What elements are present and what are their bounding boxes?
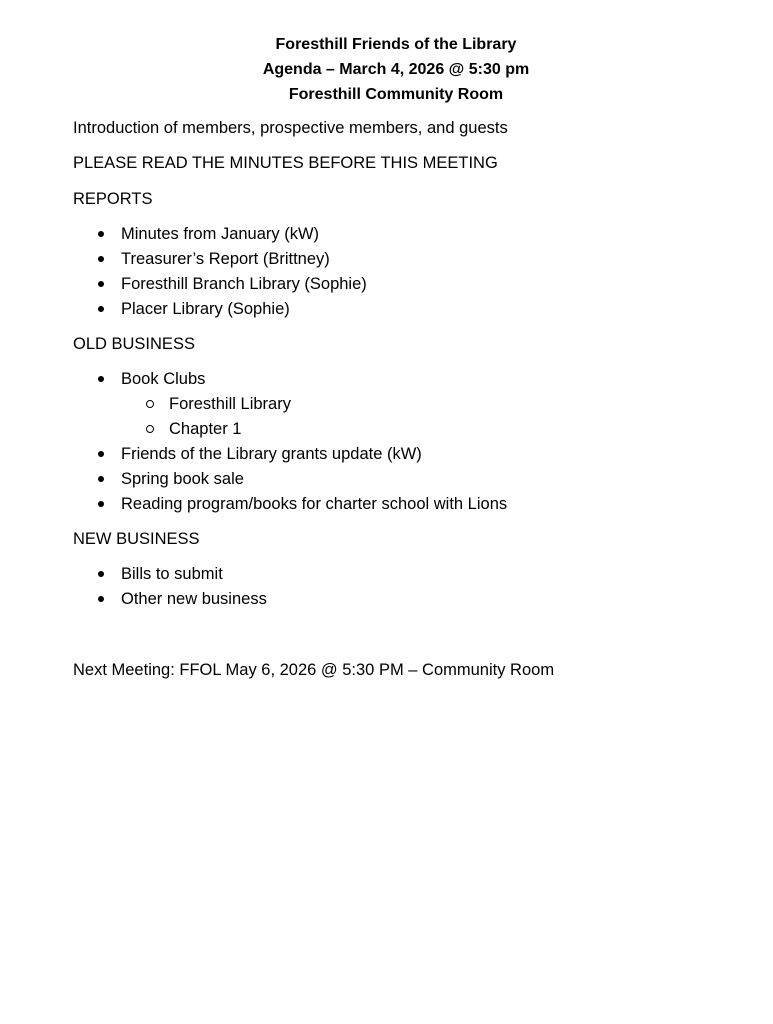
list-item: Foresthill Branch Library (Sophie) — [96, 274, 367, 299]
reports-list — [96, 224, 367, 324]
list-item: Treasurer’s Report (Brittney) — [96, 249, 367, 274]
bullet-icon — [98, 256, 104, 262]
old-business-list — [96, 369, 507, 519]
bullet-icon — [98, 281, 104, 287]
bullet-icon — [98, 476, 104, 482]
list-item: Reading program/books for charter school with Lions — [96, 494, 507, 519]
meeting-location-title: Foresthill Community Room — [288, 86, 504, 103]
sub-bullet-icon — [146, 400, 154, 408]
list-item: Minutes from January (kW) — [96, 224, 367, 249]
sub-bullet-icon — [146, 425, 154, 433]
reports-heading: REPORTS — [73, 190, 153, 208]
next-meeting-line: Next Meeting: FFOL May 6, 2026 @ 5:30 PM – Community Room — [73, 661, 555, 679]
minutes-notice: PLEASE READ THE MINUTES BEFORE THIS MEETING — [73, 154, 498, 172]
bullet-icon — [98, 571, 104, 577]
bullet-icon — [98, 376, 104, 382]
list-item: Friends of the Library grants update (kW) — [96, 444, 507, 469]
bullet-icon — [98, 231, 104, 237]
organization-title: Foresthill Friends of the Library — [275, 36, 517, 53]
sub-list-item: Chapter 1 — [96, 419, 507, 444]
bullet-icon — [98, 451, 104, 457]
intro-line: Introduction of members, prospective members, and guests — [73, 119, 508, 137]
list-item: Book Clubs — [96, 369, 507, 394]
agenda-header — [0, 32, 773, 107]
bullet-icon — [98, 306, 104, 312]
new-business-heading: NEW BUSINESS — [73, 530, 200, 548]
agenda-date-title: Agenda – March 4, 2026 @ 5:30 pm — [262, 61, 530, 78]
bullet-icon — [98, 501, 104, 507]
list-item: Placer Library (Sophie) — [96, 299, 367, 324]
bullet-icon — [98, 596, 104, 602]
list-item: Bills to submit — [96, 564, 267, 589]
list-item: Spring book sale — [96, 469, 507, 494]
new-business-list — [96, 564, 267, 614]
list-item: Other new business — [96, 589, 267, 614]
sub-list-item: Foresthill Library — [96, 394, 507, 419]
old-business-heading: OLD BUSINESS — [73, 335, 195, 353]
